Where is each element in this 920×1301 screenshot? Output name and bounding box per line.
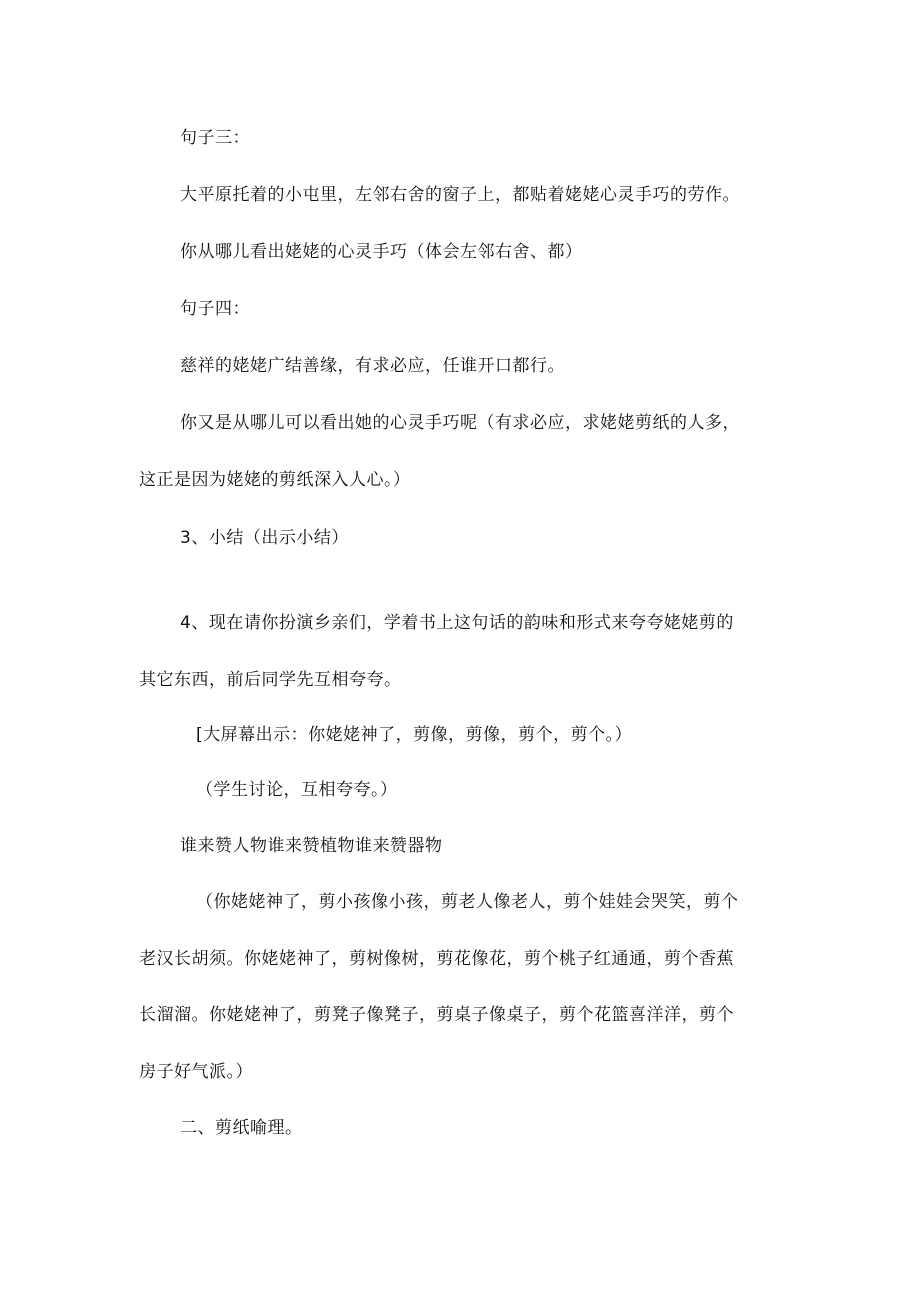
paragraph-sentence3-heading: 句子三： [180,128,250,148]
paragraph-sentence3-text: 大平原托着的小屯里，左邻右舍的窗子上，都贴着姥姥心灵手巧的劳作。 [180,185,740,205]
paragraph-examples-line2: 老汉长胡须。你姥姥神了，剪树像树，剪花像花，剪个桃子红通通，剪个香蕉 [139,949,734,969]
paragraph-question-1: 你从哪儿看出姥姥的心灵手巧（体会左邻右舍、都） [180,242,583,262]
paragraph-activity-line2: 其它东西，前后同学先互相夸夸。 [139,670,402,690]
paragraph-examples-line1: （你姥姥神了，剪小孩像小孩，剪老人像老人，剪个娃娃会哭笑，剪个 [196,892,739,912]
paragraph-question-2-line1: 你又是从哪儿可以看出她的心灵手巧呢（有求必应，求姥姥剪纸的人多， [180,413,740,433]
paragraph-discussion: （学生讨论，互相夸夸。） [196,780,398,800]
paragraph-screen-prompt: [大屏幕出示：你姥姥神了，剪像，剪像，剪个，剪个。） [196,725,633,745]
paragraph-examples-line4: 房子好气派。） [139,1062,253,1082]
paragraph-summary: 3、小结（出示小结） [180,528,349,548]
section-heading-2: 二、剪纸喻理。 [180,1118,303,1138]
paragraph-sentence4-heading: 句子四： [180,299,250,319]
paragraph-praise-prompt: 谁来赞人物谁来赞植物谁来赞器物 [180,836,443,856]
paragraph-sentence4-text: 慈祥的姥姥广结善缘，有求必应，任谁开口都行。 [180,356,565,376]
paragraph-question-2-line2: 这正是因为姥姥的剪纸深入人心。） [139,470,411,490]
paragraph-activity-line1: 4、现在请你扮演乡亲们，学着书上这句话的韵味和形式来夸夸姥姥剪的 [180,613,734,633]
paragraph-examples-line3: 长溜溜。你姥姥神了，剪凳子像凳子，剪桌子像桌子，剪个花篮喜洋洋，剪个 [139,1005,734,1025]
